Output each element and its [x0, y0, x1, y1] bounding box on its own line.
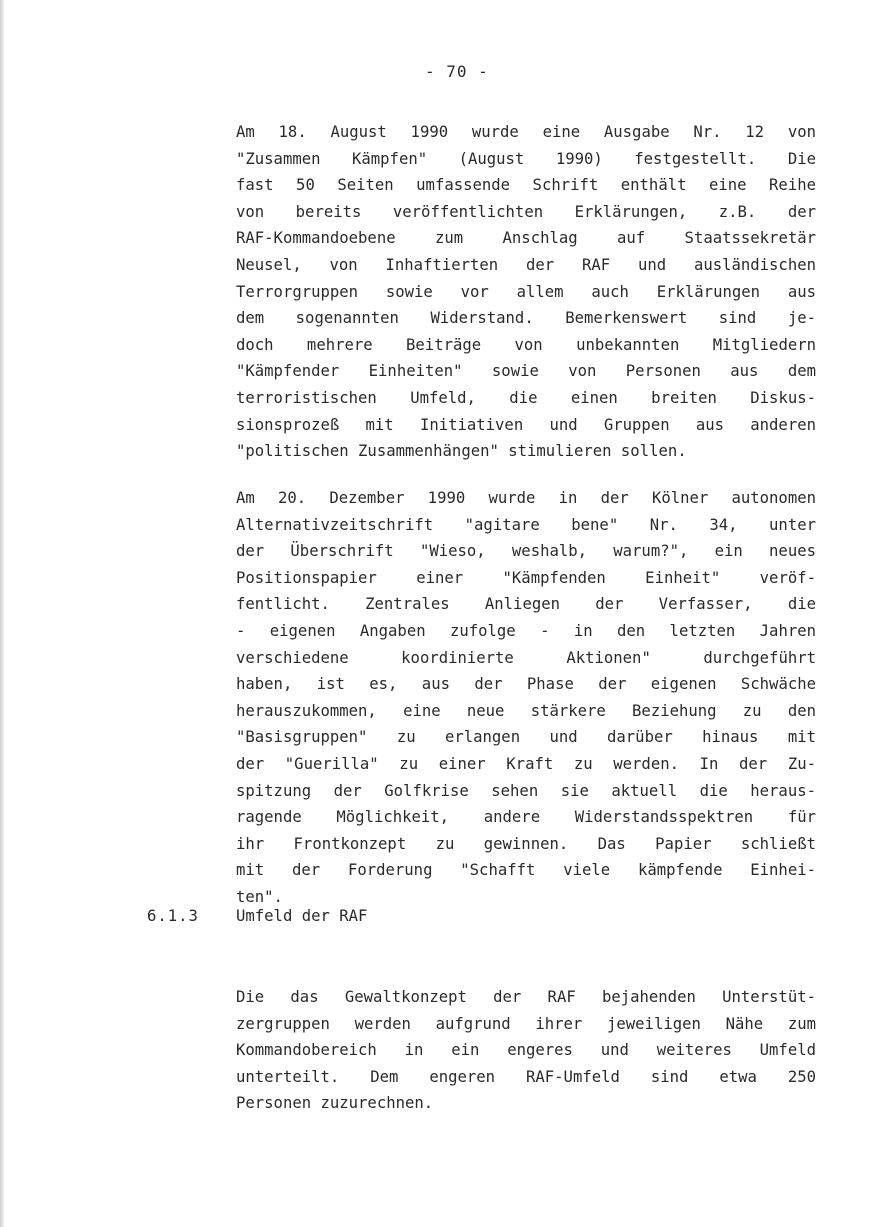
text-line: Personen zuzurechnen. [236, 1094, 434, 1113]
text-line: "Zusammen Kämpfen" (August 1990) festgestellt. Die [236, 149, 816, 168]
text-line: "Basisgruppen" zu erlangen und darüber hinaus mit [236, 728, 816, 747]
text-line: - eigenen Angaben zufolge - in den letzten Jahren [236, 621, 816, 640]
text-line: der "Guerilla" zu einer Kraft zu werden. In der Zu- [236, 754, 816, 773]
text-line: haben, ist es, aus der Phase der eigenen Schwäche [236, 675, 816, 694]
text-line: zergruppen werden aufgrund ihrer jeweiligen Nähe zum [236, 1014, 816, 1033]
text-line: der Überschrift "Wieso, weshalb, warum?", ein neues [236, 542, 816, 561]
text-line: Alternativzeitschrift "agitare bene" Nr. 34, unter [236, 515, 816, 534]
text-line: doch mehrere Beiträge von unbekannten Mitgliedern [236, 335, 816, 354]
text-line: RAF-Kommandoebene zum Anschlag auf Staatssekretär [236, 229, 816, 248]
text-line: sionsprozeß mit Initiativen und Gruppen aus anderen [236, 415, 816, 434]
text-line: verschiedene koordinierte Aktionen" durchgeführt [236, 648, 816, 667]
text-line: Am 18. August 1990 wurde eine Ausgabe Nr. 12 von [236, 123, 816, 141]
scan-edge-shadow [0, 0, 4, 1227]
text-line: ten". [236, 887, 283, 906]
text-line: terroristischen Umfeld, die einen breiten Diskus- [236, 388, 816, 407]
text-line: unterteilt. Dem engeren RAF-Umfeld sind etwa 250 [236, 1067, 816, 1086]
text-line: "politischen Zusammenhängen" stimulieren sollen. [236, 442, 687, 461]
paragraph-umfeld-der-raf [236, 984, 816, 1117]
text-line: herauszukommen, eine neue stärkere Beziehung zu den [236, 701, 816, 720]
text-line: Terrorgruppen sowie vor allem auch Erklärungen aus [236, 282, 816, 301]
text-line: Positionspapier einer "Kämpfenden Einheit" veröf- [236, 568, 816, 587]
text-line: mit der Forderung "Schafft viele kämpfende Einhei- [236, 861, 816, 880]
text-line: fast 50 Seiten umfassende Schrift enthält eine Reihe [236, 176, 816, 195]
text-line: ihr Frontkonzept zu gewinnen. Das Papier schließt [236, 834, 816, 853]
paragraph-agitare-bene [236, 485, 816, 911]
section-title: Umfeld der RAF [236, 907, 368, 925]
text-line: "Kämpfender Einheiten" sowie von Personen aus dem [236, 362, 816, 381]
text-line: Neusel, von Inhaftierten der RAF und ausländischen [236, 255, 816, 274]
text-line: Die das Gewaltkonzept der RAF bejahenden Unterstüt- [236, 988, 816, 1006]
text-line: Kommandobereich in ein engeres und weiteres Umfeld [236, 1041, 816, 1060]
text-line: ragende Möglichkeit, andere Widerstandsspektren für [236, 808, 816, 827]
page-number: - 70 - [425, 62, 489, 81]
section-number: 6.1.3 [147, 907, 199, 925]
text-line: fentlicht. Zentrales Anliegen der Verfasser, die [236, 595, 816, 614]
text-line: von bereits veröffentlichten Erklärungen, z.B. der [236, 202, 816, 221]
text-line: spitzung der Golfkrise sehen sie aktuell die heraus- [236, 781, 816, 800]
text-line: dem sogenannten Widerstand. Bemerkenswert sind je- [236, 309, 816, 328]
paragraph-zusammen-kaempfen [236, 119, 816, 465]
text-line: Am 20. Dezember 1990 wurde in der Kölner autonomen [236, 489, 816, 507]
